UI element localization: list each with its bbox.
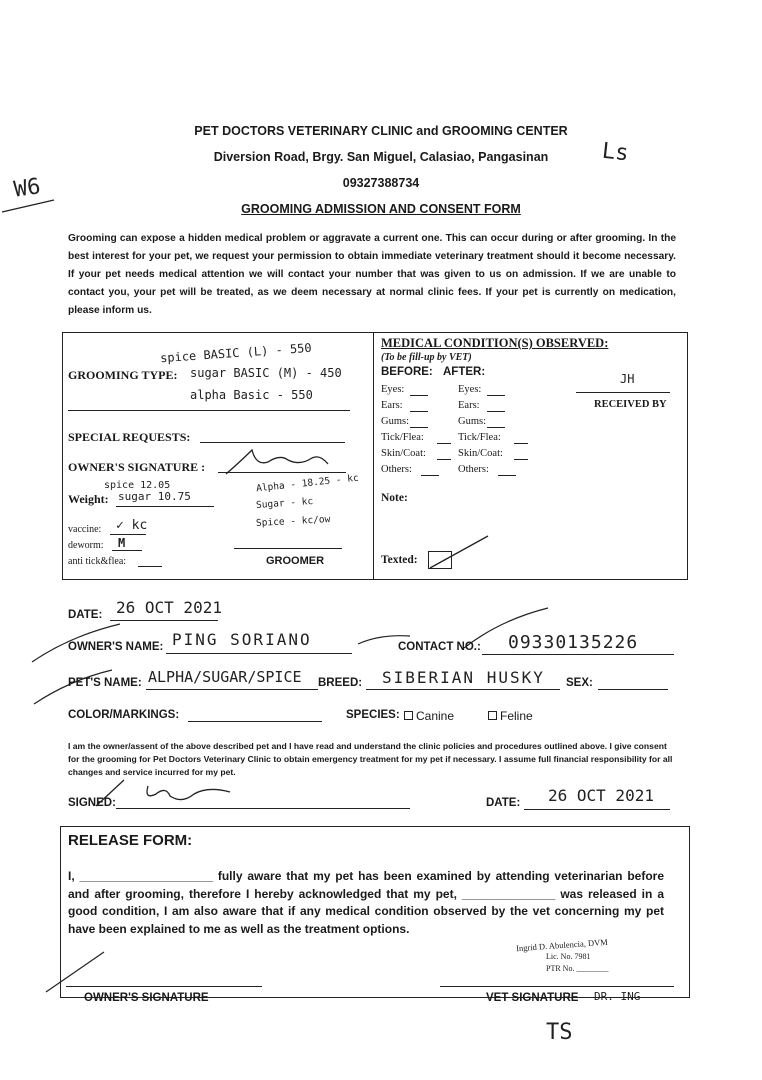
consent-paragraph: I am the owner/assent of the above described pet and I have read and understand the clinic policies and procedures outlined above. I give consent for the grooming for Pet Doctors Veterinary Clinic to obtain emergency treatment for my pet if necessary. I assume full financial responsibility for all changes and service incurred for my pet. <box>68 741 673 777</box>
vet-sig-label: VET SIGNATURE <box>486 992 579 1004</box>
species-label: SPECIES: <box>346 709 400 721</box>
received-line <box>576 392 670 393</box>
medical-title: MEDICAL CONDITION(S) OBSERVED: <box>381 336 609 350</box>
vet-name-stamp: Ingrid D. Abulencia, DVM <box>515 936 609 954</box>
weight-line <box>116 506 214 507</box>
grooming-type-label: GROOMING TYPE: <box>68 368 178 382</box>
margin-mark-left: W6 <box>12 174 43 203</box>
after-item-4: Skin/Coat: <box>458 448 503 459</box>
vet-lic-stamp: Lic. No. 7981 <box>546 952 591 961</box>
owner-name-label: OWNER'S NAME: <box>68 641 164 653</box>
vaccine-line <box>110 534 146 535</box>
before-label: BEFORE: <box>381 366 433 378</box>
signed-date-label: DATE: <box>486 797 521 809</box>
after-line-3[interactable] <box>514 443 528 444</box>
groomer-line <box>234 548 342 549</box>
pet-name-value: ALPHA/SUGAR/SPICE <box>148 668 302 686</box>
after-line-1[interactable] <box>487 411 505 412</box>
deworm-label: deworm: <box>68 540 104 551</box>
after-line-5[interactable] <box>498 475 516 476</box>
clinic-phone: 09327388734 <box>342 176 420 190</box>
box-divider <box>373 332 374 580</box>
feline-label: Feline <box>500 709 533 723</box>
pet-name-label: PET'S NAME: <box>68 677 142 689</box>
weight-note-2: Sugar - kc <box>255 496 314 511</box>
before-item-2: Gums: <box>381 416 410 427</box>
special-requests-label: SPECIAL REQUESTS: <box>68 430 191 444</box>
margin-mark-right: Ls <box>600 138 630 167</box>
grooming-type-line <box>68 410 350 411</box>
vaccine-value: ✓ kc <box>116 518 148 533</box>
weight-value-2: sugar 10.75 <box>118 490 191 503</box>
after-line-2[interactable] <box>487 427 505 428</box>
contact-label: CONTACT NO.: <box>398 641 481 653</box>
release-paragraph: I, ____________________ fully aware that my pet has been examined by attending veterinarian before and after grooming, therefore I hereby acknowledged that my pet, ______________ was released in a good condition, I am also aware that if any medical condition observed by the vet concerning my pet have been explained to me as well as the treatment options. <box>68 869 664 936</box>
before-item-1: Ears: <box>381 400 403 411</box>
color-label: COLOR/MARKINGS: <box>68 709 180 721</box>
breed-value: SIBERIAN HUSKY <box>382 668 545 687</box>
sex-label: SEX: <box>566 677 593 689</box>
grooming-line-2: sugar BASIC (M) - 450 <box>190 366 342 380</box>
canine-label: Canine <box>416 709 455 723</box>
after-item-1: Ears: <box>458 400 480 411</box>
after-label: AFTER: <box>443 366 486 378</box>
species-canine[interactable] <box>404 709 454 723</box>
owner-release-sig-label: OWNER'S SIGNATURE <box>84 992 209 1004</box>
release-title: RELEASE FORM: <box>68 832 193 849</box>
weight-label: Weight: <box>68 492 109 506</box>
deworm-value: M <box>118 536 126 550</box>
owner-name-value: PING SORIANO <box>172 630 312 649</box>
clinic-name: PET DOCTORS VETERINARY CLINIC and GROOMING CENTER <box>194 124 568 138</box>
breed-label: BREED: <box>318 677 363 689</box>
vet-ptr-stamp: PTR No. ________ <box>546 964 609 973</box>
after-item-2: Gums: <box>458 416 487 427</box>
before-item-5: Others: <box>381 464 412 475</box>
vaccine-label: vaccine: <box>68 524 102 535</box>
before-line-0[interactable] <box>410 395 428 396</box>
before-line-1[interactable] <box>410 411 428 412</box>
after-item-0: Eyes: <box>458 384 482 395</box>
date-value: 26 OCT 2021 <box>116 598 222 617</box>
color-line <box>188 721 322 722</box>
signed-label: SIGNED: <box>68 797 116 809</box>
before-item-4: Skin/Coat: <box>381 448 426 459</box>
date-label: DATE: <box>68 609 103 621</box>
before-item-3: Tick/Flea: <box>381 432 424 443</box>
feline-checkbox[interactable] <box>488 711 497 720</box>
before-item-0: Eyes: <box>381 384 405 395</box>
canine-checkbox[interactable] <box>404 711 413 720</box>
before-line-5[interactable] <box>421 475 439 476</box>
grooming-line-1: spice BASIC (L) - 550 <box>159 340 313 366</box>
medical-subtitle: (To be fill-up by VET) <box>381 352 472 363</box>
texted-label: Texted: <box>381 554 418 566</box>
received-initials: JH <box>620 372 635 386</box>
before-line-3[interactable] <box>437 443 451 444</box>
after-line-0[interactable] <box>487 395 505 396</box>
clinic-address: Diversion Road, Brgy. San Miguel, Calasiao, Pangasinan <box>213 150 549 164</box>
owner-release-stroke <box>42 948 112 996</box>
bottom-mark: TS <box>546 1020 573 1045</box>
antitick-label: anti tick&flea: <box>68 556 127 567</box>
owner-signature-label: OWNER'S SIGNATURE : <box>68 460 206 474</box>
before-line-4[interactable] <box>437 459 451 460</box>
weight-note-1: Alpha - 18.25 - kc <box>255 472 360 495</box>
deworm-line <box>112 550 142 551</box>
texted-check-mark <box>428 532 492 572</box>
received-by-label: RECEIVED BY <box>594 399 667 410</box>
groomer-label: GROOMER <box>266 555 325 567</box>
form-title: GROOMING ADMISSION AND CONSENT FORM <box>241 202 521 216</box>
after-line-4[interactable] <box>514 459 528 460</box>
intro-paragraph: Grooming can expose a hidden medical problem or aggravate a current one. This can occur during or after grooming. In the best interest for your pet, we request your permission to obtain immediate veterinary treatment should it become necessary. If your pet needs medical attention we will contact your number that was given to us on admission. If we are unable to contact you, your pet will be treated, as we deem necessary at normal clinic fees. If your pet is currently on medication, please inform us. <box>68 233 676 316</box>
owner-signature-scribble <box>222 440 332 480</box>
before-line-2[interactable] <box>410 427 428 428</box>
owner-signed-scribble <box>90 776 240 812</box>
pen-strokes <box>0 600 762 710</box>
vet-sig-line <box>440 986 674 987</box>
after-item-3: Tick/Flea: <box>458 432 501 443</box>
grooming-line-3: alpha Basic - 550 <box>190 388 313 402</box>
signed-date-line <box>524 809 670 810</box>
contact-value: 09330135226 <box>508 632 639 653</box>
weight-note-3: Spice - kc/ow <box>255 514 331 529</box>
vet-initials: DR. ING <box>594 990 641 1003</box>
antitick-line <box>138 566 162 567</box>
signed-date-value: 26 OCT 2021 <box>548 786 654 805</box>
weight-value-1: spice 12.05 <box>104 480 171 491</box>
note-label: Note: <box>381 492 408 504</box>
after-item-5: Others: <box>458 464 489 475</box>
species-feline[interactable] <box>488 709 533 723</box>
